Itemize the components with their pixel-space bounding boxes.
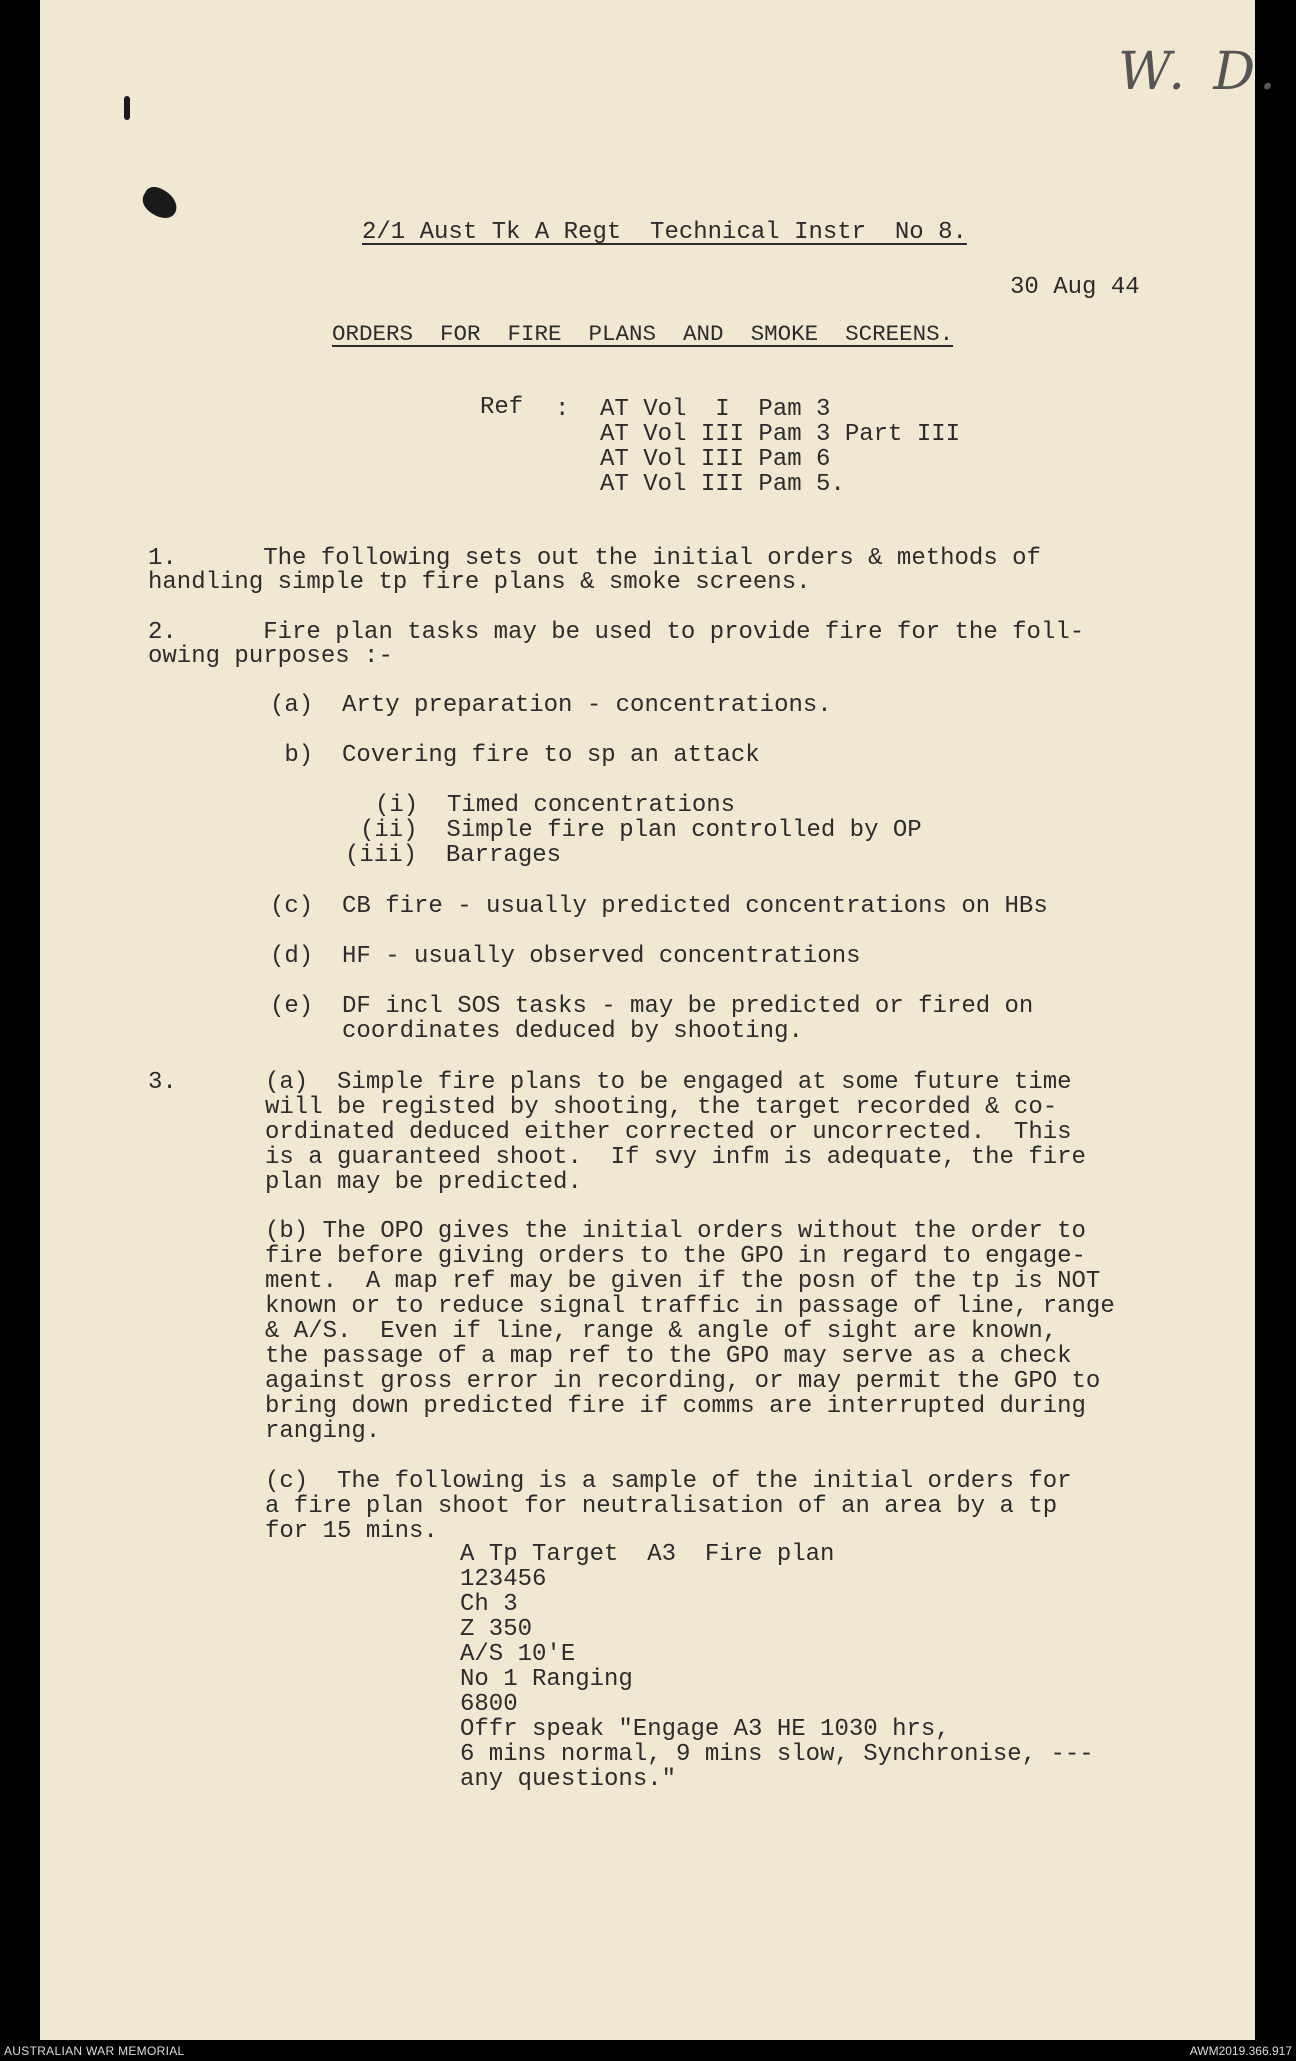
para3-number: 3. xyxy=(148,1069,177,1096)
para3-a-line: is a guaranteed shoot. If svy infm is adequate, the fire xyxy=(265,1144,1086,1171)
para3-b-line: ment. A map ref may be given if the posn of the tp is NOT xyxy=(265,1268,1101,1295)
sample-order-line: A Tp Target A3 Fire plan xyxy=(460,1541,835,1568)
para3-b-line: against gross error in recording, or may permit the GPO to xyxy=(265,1368,1101,1395)
document-date: 30 Aug 44 xyxy=(1010,274,1140,301)
para3-b-line: the passage of a map ref to the GPO may serve as a check xyxy=(265,1343,1072,1370)
para2-item-d: (d) HF - usually observed concentrations xyxy=(270,943,861,970)
ink-mark xyxy=(124,96,130,120)
footer-archive-name: AUSTRALIAN WAR MEMORIAL xyxy=(4,2044,185,2058)
para2-line: 2. Fire plan tasks may be used to provide fire for the foll- xyxy=(148,619,1085,646)
ref-line: AT Vol III Pam 6 xyxy=(600,446,831,473)
para2-line: owing purposes :- xyxy=(148,643,393,670)
para2-item-b: b) Covering fire to sp an attack xyxy=(270,742,760,769)
sample-order-line: Z 350 xyxy=(460,1616,533,1643)
ref-line: AT Vol III Pam 3 Part III xyxy=(600,421,961,448)
para2-item-e: (e) DF incl SOS tasks - may be predicted or fired on xyxy=(270,993,1034,1020)
para3-c-line: for 15 mins. xyxy=(265,1518,438,1545)
footer-accession-number: AWM2019.366.917 xyxy=(1189,2044,1292,2058)
para3-b-line: fire before giving orders to the GPO in regard to engage- xyxy=(265,1243,1086,1270)
para2-subitem-ii: (ii) Simple fire plan controlled by OP xyxy=(360,817,922,844)
para3-b-line: (b) The OPO gives the initial orders without the order to xyxy=(265,1218,1086,1245)
para3-b-line: bring down predicted fire if comms are interrupted during xyxy=(265,1393,1086,1420)
sample-order-line: 6 mins normal, 9 mins slow, Synchronise, --- xyxy=(460,1741,1094,1768)
para3-a-line: (a) Simple fire plans to be engaged at some future time xyxy=(265,1069,1072,1096)
sample-order-line: Offr speak "Engage A3 HE 1030 hrs, xyxy=(460,1716,950,1743)
para2-subitem-iii: (iii) Barrages xyxy=(345,842,562,869)
sample-order-line: 6800 xyxy=(460,1691,518,1718)
para2-subitem-i: (i) Timed concentrations xyxy=(375,792,736,819)
para3-b-line: ranging. xyxy=(265,1418,381,1445)
sample-order-line: Ch 3 xyxy=(460,1591,518,1618)
para3-a-line: ordinated deduced either corrected or uncorrected. This xyxy=(265,1119,1072,1146)
para3-a-line: plan may be predicted. xyxy=(265,1169,582,1196)
sample-order-line: No 1 Ranging xyxy=(460,1666,633,1693)
para1-line: 1. The following sets out the initial orders & methods of xyxy=(148,545,1041,572)
ref-line: AT Vol I Pam 3 xyxy=(600,396,831,423)
sample-order-line: any questions." xyxy=(460,1766,677,1793)
para3-b-line: known or to reduce signal traffic in passage of line, range xyxy=(265,1293,1115,1320)
para2-item-e: coordinates deduced by shooting. xyxy=(270,1018,803,1045)
ref-colon: : xyxy=(555,396,570,423)
handwritten-mark: W. D. xyxy=(1118,42,1282,102)
sample-order-line: A/S 10'E xyxy=(460,1641,576,1668)
para3-c-line: a fire plan shoot for neutralisation of an area by a tp xyxy=(265,1493,1058,1520)
para3-a-line: will be registed by shooting, the target recorded & co- xyxy=(265,1094,1058,1121)
sample-order-line: 123456 xyxy=(460,1566,547,1593)
para2-item-a: (a) Arty preparation - concentrations. xyxy=(270,692,832,719)
para1-line: handling simple tp fire plans & smoke screens. xyxy=(148,569,811,596)
document-subtitle: ORDERS FOR FIRE PLANS AND SMOKE SCREENS. xyxy=(332,321,954,347)
ref-line: AT Vol III Pam 5. xyxy=(600,471,845,498)
para3-c-line: (c) The following is a sample of the initial orders for xyxy=(265,1468,1072,1495)
ref-label: Ref xyxy=(480,394,524,421)
para3-b-line: & A/S. Even if line, range & angle of sight are known, xyxy=(265,1318,1058,1345)
para2-item-c: (c) CB fire - usually predicted concentrations on HBs xyxy=(270,893,1048,920)
document-title: 2/1 Aust Tk A Regt Technical Instr No 8. xyxy=(362,219,967,246)
